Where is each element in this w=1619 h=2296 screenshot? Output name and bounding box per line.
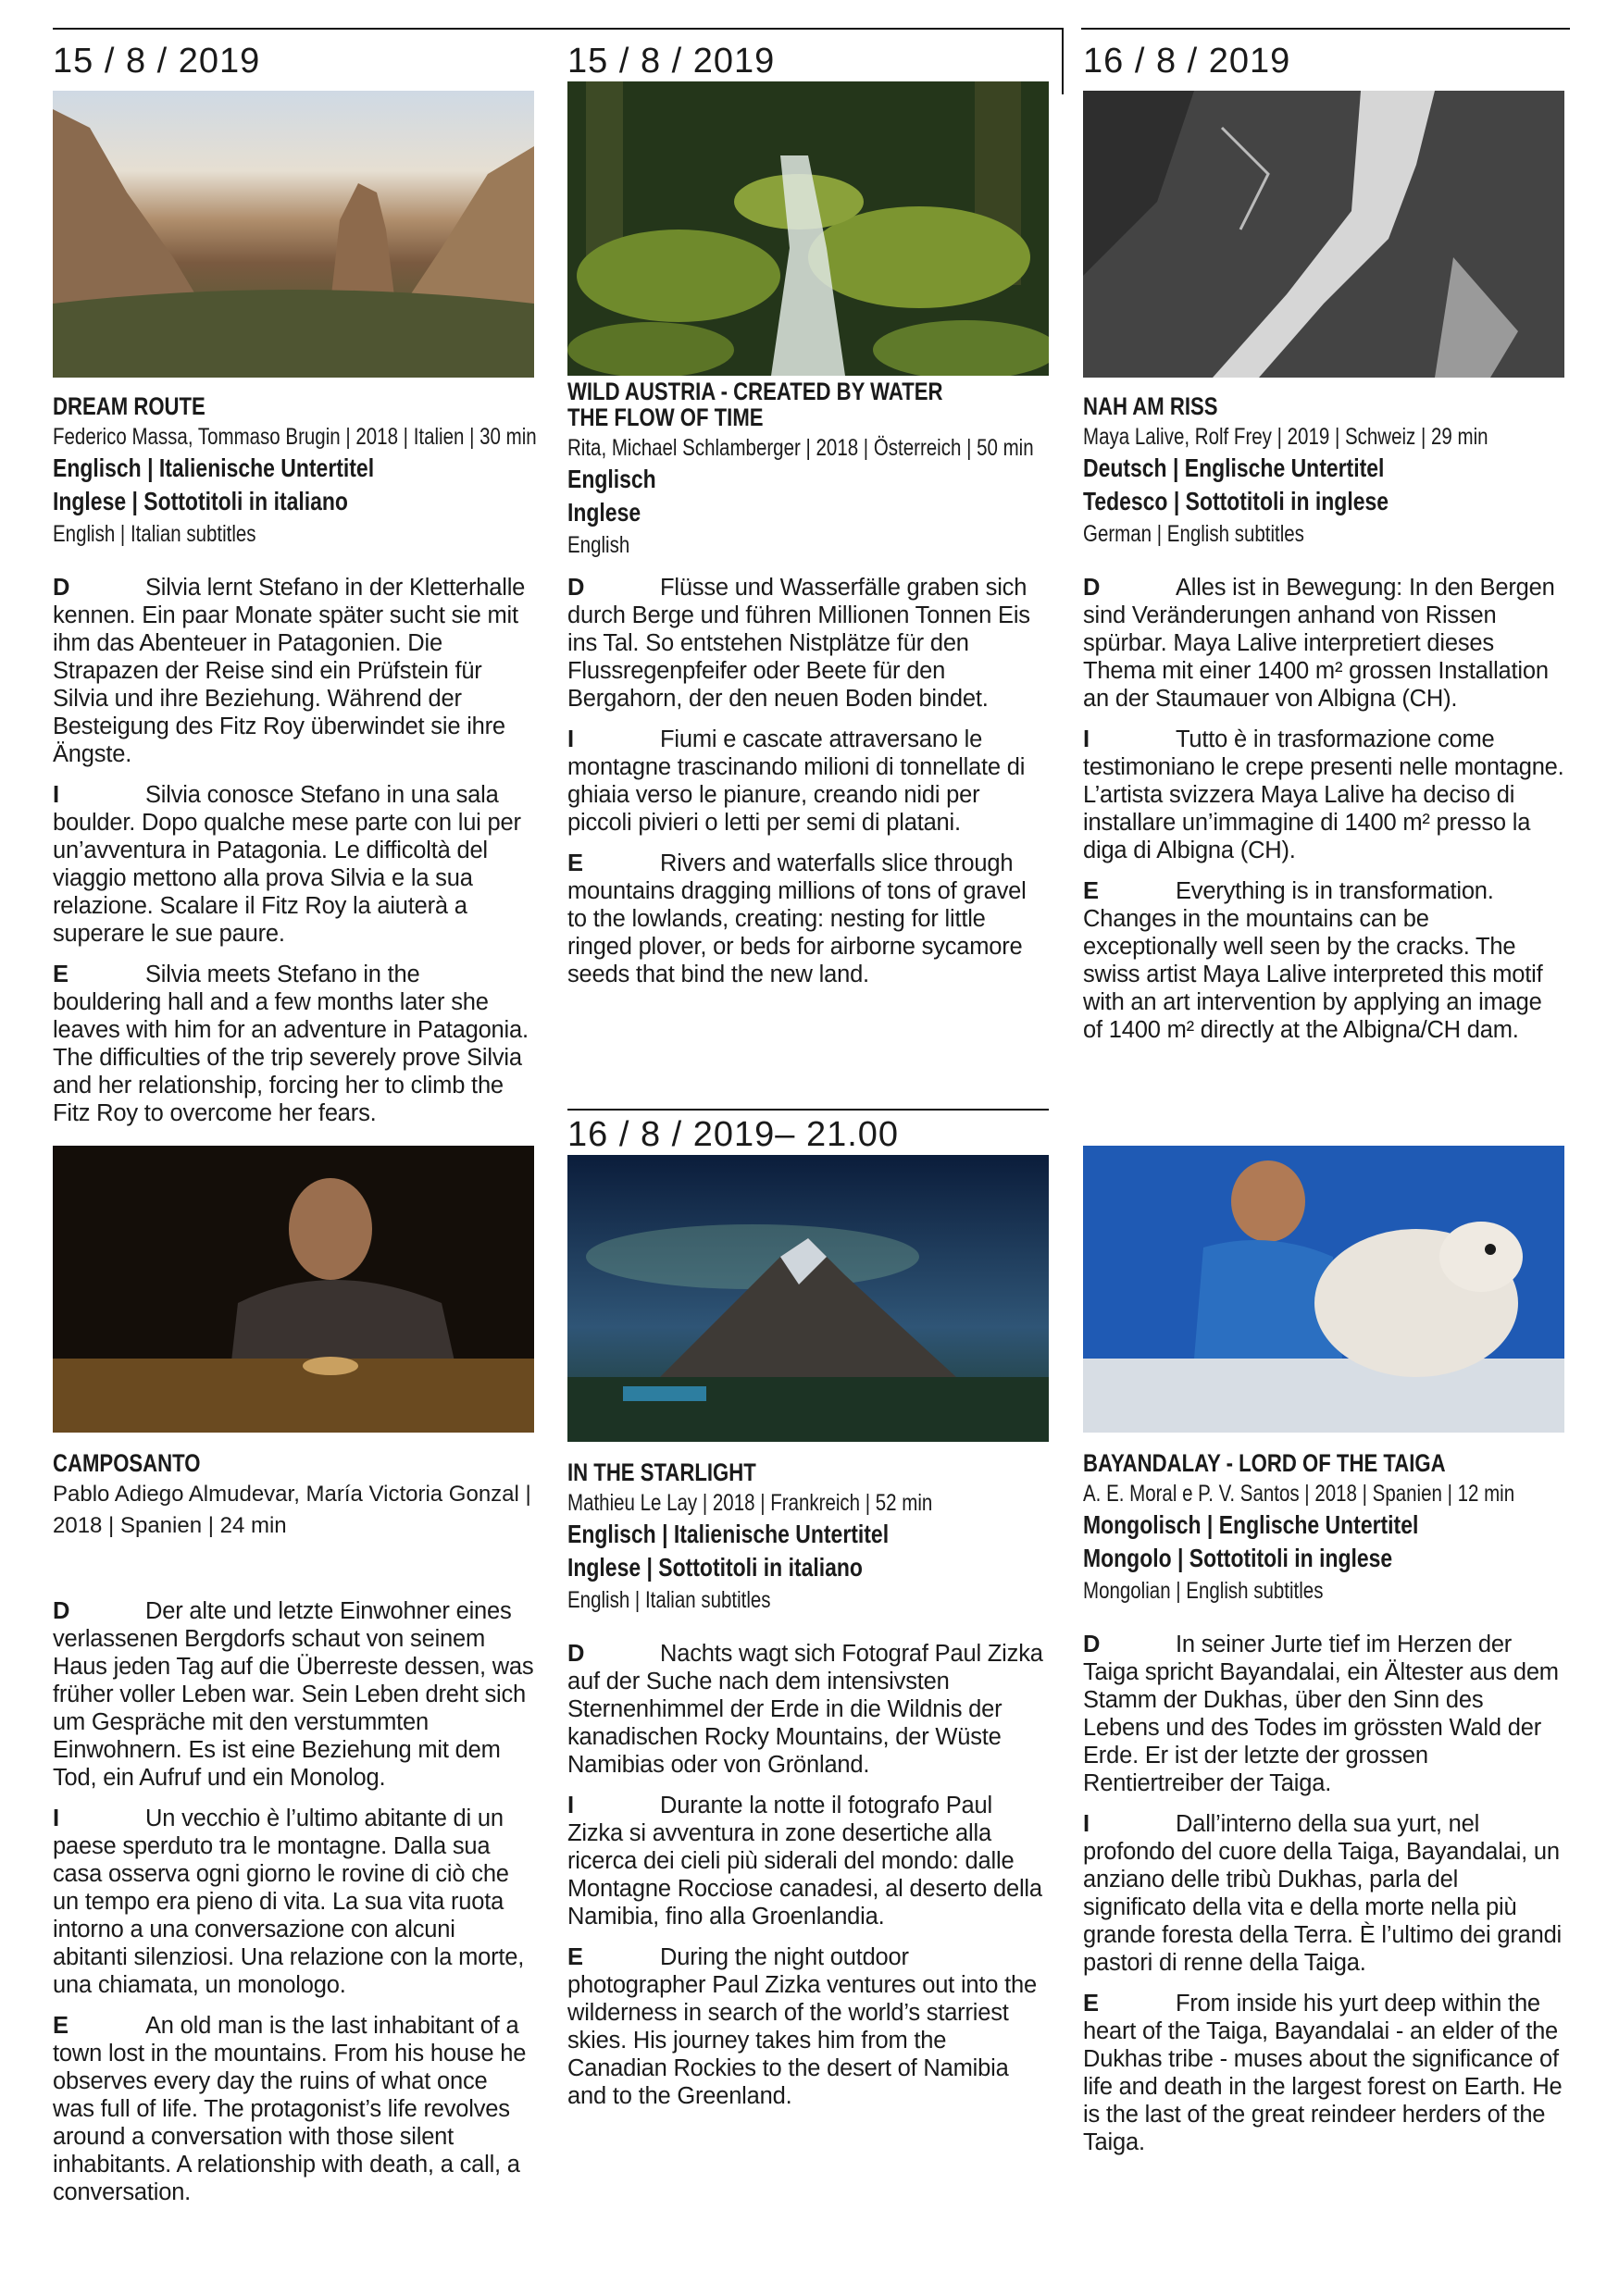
language-en: English | Italian subtitles <box>53 521 256 547</box>
synopsis-en <box>567 850 1049 988</box>
synopsis-it <box>567 726 1049 837</box>
synopsis-text: Der alte und letzte Einwohner eines verlassenen Bergdorfs schaut von seinem Haus jeden Tag auf die Überreste dessen, was früher voller Leben war. Sein Leben dreht sich um Gespräche mit den verstummten Einwohnern. Es ist eine Beziehung mit dem Tod, ein Aufruf und ein Monolog. <box>53 1598 534 1791</box>
language-en: English | Italian subtitles <box>567 1587 771 1613</box>
header-rule-right <box>1081 28 1570 30</box>
reindeer-illustration <box>1083 1146 1564 1433</box>
film-bayandalay <box>1083 1146 1564 2156</box>
film-still-old-man <box>53 1146 534 1433</box>
synopsis-text: Alles ist in Bewegung: In den Bergen sind Veränderungen anhand von Rissen spürbar. Maya Lalive interpretiert dieses Thema mit einer 1400 m² grossen Installation an der Staumauer von Albigna (CH). <box>1083 575 1555 712</box>
film-credits: Maya Lalive, Rolf Frey | 2019 | Schweiz | 29 min <box>1083 424 1488 450</box>
column-divider <box>1062 28 1064 94</box>
language-de: Englisch | Italienische Untertitel <box>53 453 375 482</box>
crack-illustration <box>1083 91 1564 378</box>
lang-key: E <box>1083 878 1099 904</box>
film-in-the-starlight <box>567 1114 1049 2110</box>
film-nah-am-riss <box>1083 41 1564 1044</box>
film-credits: A. E. Moral e P. V. Santos | 2018 | Spanien | 12 min <box>1083 1481 1515 1507</box>
synopsis-de <box>53 1597 534 1792</box>
lang-key: I <box>1083 726 1090 752</box>
film-credits: Rita, Michael Schlamberger | 2018 | Österreich | 50 min <box>567 435 1034 461</box>
film-still-mountain-night <box>567 1155 1049 1442</box>
synopsis-text: Silvia meets Stefano in the bouldering hall and a few months later she leaves with him for an adventure in Patagonia. The difficulties of the trip severely prove Silvia and her relationship, forcing her to climb the Fitz Roy to overcome her fears. <box>53 962 529 1126</box>
synopsis-text: Everything is in transformation. Changes in the mountains can be exceptionally well seen by the cracks. The swiss artist Maya Lalive interpreted this motif with an art intervention by applying an image of 1400 m² directly at the Albigna/CH dam. <box>1083 878 1543 1043</box>
language-de: Mongolisch | Englische Untertitel <box>1083 1510 1419 1539</box>
screening-date: 16 / 8 / 2019 <box>1083 42 1291 81</box>
synopsis-text: Flüsse und Wasserfälle graben sich durch Berge und führen Millionen Tonnen Eis ins Tal. So entstehen Nistplätze für den Flussregenpfeifer oder Beete für den Bergahorn, der den neuen Boden bindet. <box>567 575 1030 712</box>
synopsis-de <box>567 574 1049 713</box>
film-still-canyon <box>53 91 534 378</box>
synopsis-text: From inside his yurt deep within the heart of the Taiga, Bayandalai - an elder of the Dukhas tribe - muses about the significance of life and death in the largest forest on Earth. He is the last of the great reindeer herders of the Taiga. <box>1083 1991 1563 2155</box>
synopsis-text: Silvia conosce Stefano in una sala boulder. Dopo qualche mese parte con lui per un’avventura in Patagonia. Le difficoltà del viaggio mettono alla prova Silvia e la sua relazione. Scalare il Fitz Roy la aiuterà a superare le sue paure. <box>53 782 521 947</box>
synopsis-de <box>53 574 534 768</box>
film-wild-austria <box>567 41 1049 988</box>
synopsis-en <box>1083 1990 1564 2156</box>
waterfall-illustration <box>567 81 1049 376</box>
film-dream-route <box>53 41 537 1127</box>
language-en: German | English subtitles <box>1083 521 1304 547</box>
film-title: NAH AM RISS <box>1083 392 1218 420</box>
synopsis-en <box>1083 877 1564 1044</box>
synopsis-text: Fiumi e cascate attraversano le montagne trascinando milioni di tonnellate di ghiaia verso le pianure, creando nidi per piccoli pivieri o letti per semi di platani. <box>567 726 1026 836</box>
language-en: English <box>567 532 630 558</box>
screening-date: 15 / 8 / 2019 <box>53 42 261 81</box>
film-title: WILD AUSTRIA - CREATED BY WATER <box>567 378 943 405</box>
synopsis-text: Dall’interno della sua yurt, nel profondo del cuore della Taiga, Bayandalai, un anziano delle tribù Dukhas, parla del significato della vita e della morte nella più grande foresta della Terra. È l’ultimo dei grandi pastori di renne della Taiga. <box>1083 1811 1563 1976</box>
synopsis-text: During the night outdoor photographer Paul Zizka ventures out into the wilderness in search of the world’s starriest skies. His journey takes him from the Canadian Rockies to the desert of Namibia and to the Greenland. <box>567 1944 1037 2109</box>
language-it: Mongolo | Sottotitoli in inglese <box>1083 1544 1393 1572</box>
synopsis-it <box>53 1805 534 1999</box>
old-man-illustration <box>53 1146 534 1433</box>
synopsis-en <box>53 2012 534 2206</box>
language-it: Inglese | Sottotitoli in italiano <box>53 487 348 515</box>
lang-key: D <box>53 1598 70 1624</box>
film-credits: Mathieu Le Lay | 2018 | Frankreich | 52 min <box>567 1490 933 1516</box>
synopsis-text: An old man is the last inhabitant of a town lost in the mountains. From his house he observes every day the ruins of what once was full of life. The protagonist’s life revolves around a conversation with those silent inhabitants. A relationship with death, a call, a conversation. <box>53 2013 527 2205</box>
lang-key: I <box>53 1806 59 1831</box>
lang-key: I <box>53 782 59 808</box>
lang-key: D <box>53 575 70 601</box>
synopsis-de <box>1083 574 1564 713</box>
film-still-dam-crack <box>1083 91 1564 378</box>
language-en: Mongolian | English subtitles <box>1083 1578 1324 1604</box>
film-title: DREAM ROUTE <box>53 392 205 420</box>
screening-date: 15 / 8 / 2019 <box>567 42 776 81</box>
lang-key: D <box>567 575 585 601</box>
film-still-waterfall <box>567 81 1049 376</box>
film-still-boy-reindeer <box>1083 1146 1564 1433</box>
synopsis-de <box>567 1640 1049 1779</box>
synopsis-text: Silvia lernt Stefano in der Kletterhalle kennen. Ein paar Monate später sucht sie mit ihm das Abenteuer in Patagonien. Die Strapazen der Reise sind ein Prüfstein für Silvia und ihre Beziehung. Während der Besteigung des Fitz Roy überwindet sie ihre Ängste. <box>53 575 526 767</box>
film-camposanto <box>53 1146 534 2206</box>
lang-key: D <box>1083 1632 1101 1657</box>
film-credits: Pablo Adiego Almudevar, María Victoria Gonzal | 2018 | Spanien | 24 min <box>53 1482 531 1538</box>
synopsis-text: Un vecchio è l’ultimo abitante di un paese sperduto tra le montagne. Dalla sua casa osserva ogni giorno le rovine di ciò che un tempo era pieno di vita. La sua vita ruota intorno a una conversazione con alcuni abitanti silenziosi. Una relazione con la morte, una chiamata, un monologo. <box>53 1806 525 1998</box>
language-it: Inglese <box>567 498 641 527</box>
synopsis-en <box>53 961 534 1127</box>
synopsis-text: Nachts wagt sich Fotograf Paul Zizka auf der Suche nach dem intensivsten Sternenhimmel der Erde in die Wildnis der kanadischen Rocky Mountains, der Wüste Namibias oder von Grönland. <box>567 1641 1043 1778</box>
section-rule <box>567 1109 1049 1111</box>
film-title: BAYANDALAY - LORD OF THE TAIGA <box>1083 1449 1446 1477</box>
film-title: CAMPOSANTO <box>53 1449 201 1477</box>
synopsis-it <box>567 1792 1049 1930</box>
film-credits: Federico Massa, Tommaso Brugin | 2018 | Italien | 30 min <box>53 424 537 450</box>
lang-key: E <box>53 962 68 987</box>
lang-key: D <box>567 1641 585 1667</box>
film-title: IN THE STARLIGHT <box>567 1458 756 1486</box>
synopsis-de <box>1083 1631 1564 1797</box>
lang-key: D <box>1083 575 1101 601</box>
lang-key: E <box>53 2013 68 2039</box>
language-de: Englisch <box>567 465 656 493</box>
mountain-night-illustration <box>567 1155 1049 1442</box>
synopsis-it <box>1083 726 1564 864</box>
synopsis-text: Rivers and waterfalls slice through mountains dragging millions of tons of gravel to the lowlands, creating: nesting for little ringed plover, or beds for airborne sycamore seeds that bind the new land. <box>567 850 1027 987</box>
language-de: Deutsch | Englische Untertitel <box>1083 453 1385 482</box>
synopsis-en <box>567 1943 1049 2110</box>
lang-key: I <box>1083 1811 1090 1837</box>
lang-key: I <box>567 726 574 752</box>
language-it: Tedesco | Sottotitoli in inglese <box>1083 487 1389 515</box>
synopsis-text: In seiner Jurte tief im Herzen der Taiga spricht Bayandalai, ein Ältester aus dem Stamm der Dukhas, über den Sinn des Lebens und des Todes im grössten Wald der Erde. Er ist der letzte der grossen Rentiertreiber der Taiga. <box>1083 1632 1559 1796</box>
canyon-illustration <box>53 91 534 378</box>
lang-key: E <box>567 1944 583 1970</box>
lang-key: E <box>567 850 583 876</box>
synopsis-it <box>1083 1810 1564 1977</box>
lang-key: I <box>567 1793 574 1818</box>
language-it: Inglese | Sottotitoli in italiano <box>567 1553 863 1582</box>
synopsis-it <box>53 781 534 948</box>
synopsis-text: Tutto è in trasformazione come testimoniano le crepe presenti nelle montagne. L’artista svizzera Maya Lalive ha deciso di installare un’immagine di 1400 m² presso la diga di Albigna (CH). <box>1083 726 1564 863</box>
language-de: Englisch | Italienische Untertitel <box>567 1520 890 1548</box>
synopsis-text: Durante la notte il fotografo Paul Zizka si avventura in zone desertiche alla ricerca dei cieli più siderali del mondo: dalle Montagne Rocciose canadesi, al deserto della Namibia, fino alla Groenlandia. <box>567 1793 1042 1930</box>
film-title-line-2: THE FLOW OF TIME <box>567 403 764 431</box>
header-rule <box>53 28 1062 30</box>
screening-date: 16 / 8 / 2019– 21.00 <box>567 1115 900 1154</box>
lang-key: E <box>1083 1991 1099 2017</box>
